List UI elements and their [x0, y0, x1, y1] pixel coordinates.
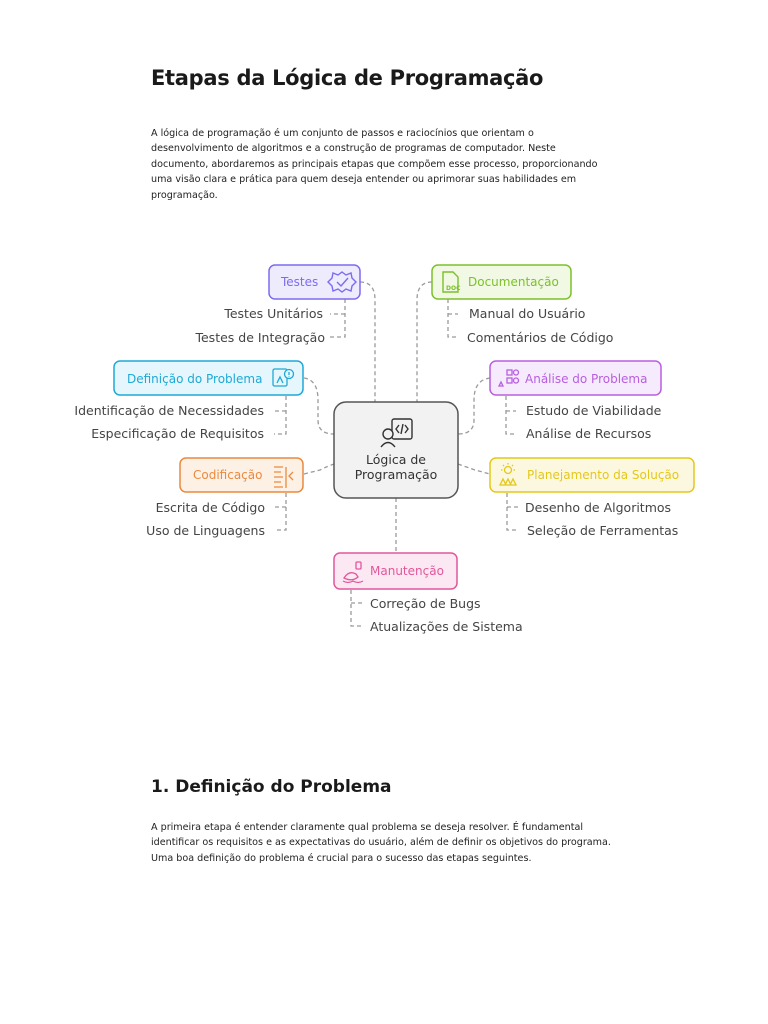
leaf-comentarios-codigo: Comentários de Código	[467, 330, 614, 345]
leaf-selecao-ferramentas: Seleção de Ferramentas	[527, 523, 679, 538]
leaf-analise-recursos: Análise de Recursos	[526, 426, 652, 441]
leaf-desenho-algoritmos: Desenho de Algoritmos	[525, 500, 672, 515]
node-documentacao	[432, 265, 571, 299]
section-1-title: 1. Definição do Problema	[151, 777, 392, 797]
intro-paragraph: A lógica de programação é um conjunto de passos e raciocínios que orientam o desenvolvimento de algoritmos e a construção de programas de computador. Neste documento, abordaremos as principais etapas que compõem esse processo, proporcionando uma visão clara e prática para quem deseja entender ou aprimorar suas habilidades em programação.	[151, 128, 598, 201]
node-documentacao-label: Documentação	[468, 275, 559, 289]
leaf-escrita-codigo: Escrita de Código	[155, 500, 265, 515]
node-analise-label: Análise do Problema	[525, 372, 648, 386]
leaf-identificacao-necessidades: Identificação de Necessidades	[74, 403, 264, 418]
center-label-line2: Programação	[354, 467, 438, 482]
node-definicao-label: Definição do Problema	[127, 372, 263, 386]
leaf-correcao-bugs: Correção de Bugs	[370, 596, 481, 611]
node-planejamento-label: Planejamento da Solução	[527, 468, 680, 482]
document-title: Etapas da Lógica de Programação	[151, 66, 544, 90]
leaf-especificacao-requisitos: Especificação de Requisitos	[91, 426, 264, 441]
node-analise	[490, 361, 661, 395]
leaf-testes-integracao: Testes de Integração	[195, 330, 325, 345]
leaf-testes-unitarios: Testes Unitários	[224, 306, 323, 321]
leaf-manual-usuario: Manual do Usuário	[469, 306, 586, 321]
center-label-line1: Lógica de	[366, 452, 426, 467]
node-planejamento	[490, 458, 694, 492]
node-codificacao-label: Codificação	[193, 468, 263, 482]
document-icon-text: DOC	[446, 285, 461, 292]
node-testes	[269, 265, 360, 299]
node-manutencao-label: Manutenção	[370, 564, 444, 578]
node-manutencao	[334, 553, 457, 589]
leaf-atualizacoes-sistema: Atualizações de Sistema	[370, 619, 523, 634]
leaf-uso-linguagens: Uso de Linguagens	[146, 523, 265, 538]
leaf-estudo-viabilidade: Estudo de Viabilidade	[526, 403, 662, 418]
center-node	[334, 402, 458, 498]
mind-map-diagram	[0, 250, 768, 650]
node-definicao	[114, 361, 303, 395]
node-testes-label: Testes	[281, 275, 319, 289]
node-codificacao	[180, 458, 303, 492]
section-1-body: A primeira etapa é entender claramente qual problema se deseja resolver. É fundamental identificar os requisitos e as expectativas do usuário, além de definir os objetivos do programa. Uma boa definição do problema é crucial para o sucesso das etapas seguintes.	[151, 822, 611, 864]
